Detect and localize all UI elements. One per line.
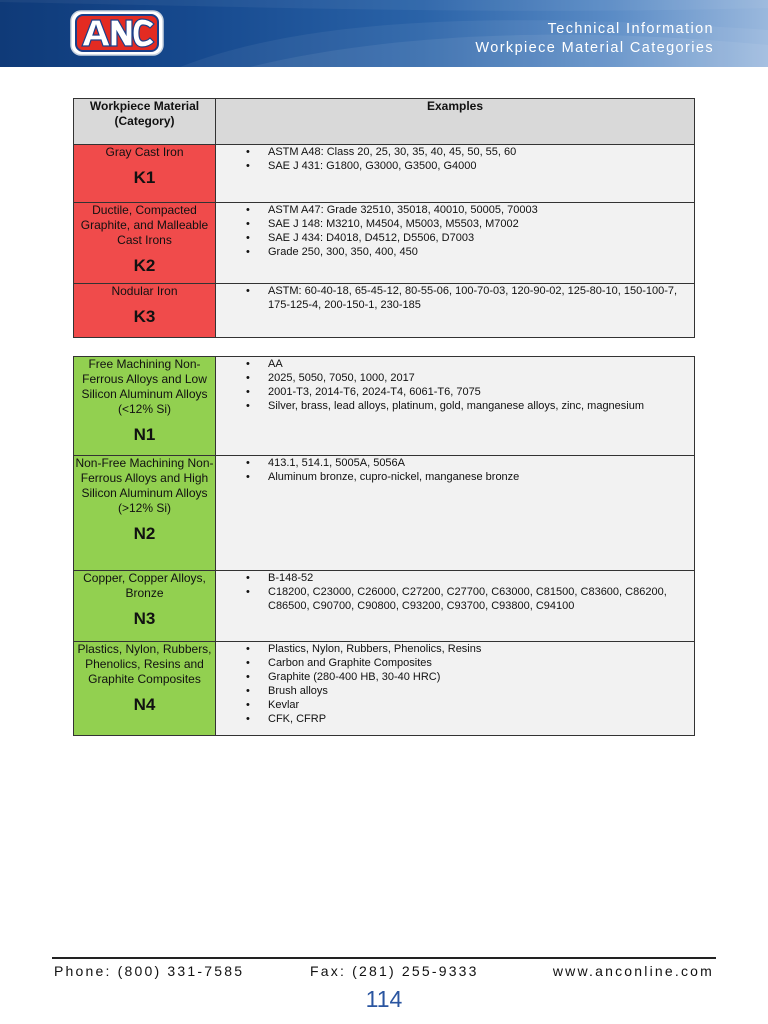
list-item: • ASTM A47: Grade 32510, 35018, 40010, 50005, 70003 [268, 203, 688, 217]
header-material-category: Workpiece Material (Category) [74, 99, 216, 145]
category-code: N1 [133, 425, 156, 444]
header-line-1: Technical Information [547, 21, 714, 37]
footer-website-link[interactable]: www.anconline.com [552, 963, 714, 979]
table-row-n4 [74, 642, 695, 736]
examples-cell [216, 642, 695, 736]
examples-list [216, 456, 694, 484]
list-item: • B-148-52 [268, 571, 688, 585]
list-item: • ASTM A48: Class 20, 25, 30, 35, 40, 45, 50, 55, 60 [268, 145, 688, 159]
list-item: • 2001-T3, 2014-T6, 2024-T4, 6061-T6, 7075 [268, 385, 688, 399]
category-cell [74, 284, 216, 338]
table-row-n1 [74, 357, 695, 456]
examples-list [216, 284, 694, 312]
category-cell [74, 456, 216, 571]
category-code: K2 [133, 256, 156, 275]
header-title-block [475, 20, 714, 58]
list-item: • CFK, CFRP [268, 712, 688, 726]
examples-list [216, 145, 694, 173]
footer-fax: Fax: (281) 255-9333 [310, 963, 479, 979]
list-item: • AA [268, 357, 688, 371]
list-item: • SAE J 431: G1800, G3000, G3500, G4000 [268, 159, 688, 173]
header-banner [0, 0, 768, 67]
n-category-table [73, 356, 695, 736]
category-name: Nodular Iron [111, 284, 178, 298]
category-name: Plastics, Nylon, Rubbers, Phenolics, Resins and Graphite Composites [77, 642, 212, 686]
category-cell [74, 203, 216, 284]
footer-divider [52, 957, 716, 959]
examples-cell [216, 571, 695, 642]
table-row-n3 [74, 571, 695, 642]
list-item: • Carbon and Graphite Composites [268, 656, 688, 670]
list-item: • Aluminum bronze, cupro-nickel, manganese bronze [268, 470, 688, 484]
category-name: Non-Free Machining Non-Ferrous Alloys and High Silicon Aluminum Alloys (>12% Si) [75, 456, 214, 515]
category-cell [74, 642, 216, 736]
list-item: • Silver, brass, lead alloys, platinum, gold, manganese alloys, zinc, magnesium [268, 399, 688, 413]
list-item: • 2025, 5050, 7050, 1000, 2017 [268, 371, 688, 385]
table-row-n2 [74, 456, 695, 571]
list-item: • Kevlar [268, 698, 688, 712]
category-code: N4 [133, 695, 156, 714]
examples-cell [216, 284, 695, 338]
category-name: Gray Cast Iron [105, 145, 184, 159]
list-item: • SAE J 148: M3210, M4504, M5003, M5503, M7002 [268, 217, 688, 231]
category-code: K3 [133, 307, 156, 326]
list-item: • SAE J 434: D4018, D4512, D5506, D7003 [268, 231, 688, 245]
k-category-table [73, 98, 695, 338]
category-code: K1 [133, 168, 156, 187]
header-line-2: Workpiece Material Categories [475, 40, 714, 56]
examples-list [216, 642, 694, 726]
footer-phone: Phone: (800) 331-7585 [54, 963, 245, 979]
examples-cell [216, 203, 695, 284]
page-number: 114 [365, 986, 403, 1012]
category-cell [74, 571, 216, 642]
list-item: • 413.1, 514.1, 5005A, 5056A [268, 456, 688, 470]
list-item: • ASTM: 60-40-18, 65-45-12, 80-55-06, 100-70-03, 120-90-02, 125-80-10, 150-100-7, 175-125-4, 200-150-1, 230-185 [268, 284, 688, 312]
category-name: Copper, Copper Alloys, Bronze [83, 571, 206, 600]
table-header-row [74, 99, 695, 145]
category-cell [74, 145, 216, 203]
examples-list [216, 357, 694, 413]
footer-contact [54, 963, 714, 981]
category-name: Ductile, Compacted Graphite, and Malleable Cast Irons [80, 203, 209, 247]
list-item: • C18200, C23000, C26000, C27200, C27700, C63000, C81500, C83600, C86200, C86500, C90700, C90800, C93200, C93700, C93800, C94100 [268, 585, 688, 613]
list-item: • Brush alloys [268, 684, 688, 698]
category-code: N2 [133, 524, 156, 543]
category-code: N3 [133, 609, 156, 628]
category-cell [74, 357, 216, 456]
list-item: • Graphite (280-400 HB, 30-40 HRC) [268, 670, 688, 684]
examples-cell [216, 456, 695, 571]
list-item: • Plastics, Nylon, Rubbers, Phenolics, Resins [268, 642, 688, 656]
table-row-k2 [74, 203, 695, 284]
examples-cell [216, 357, 695, 456]
table-row-k3 [74, 284, 695, 338]
examples-list [216, 571, 694, 613]
examples-cell [216, 145, 695, 203]
list-item: • Grade 250, 300, 350, 400, 450 [268, 245, 688, 259]
examples-list [216, 203, 694, 259]
category-name: Free Machining Non-Ferrous Alloys and Low Silicon Aluminum Alloys (<12% Si) [81, 357, 208, 416]
table-row-k1 [74, 145, 695, 203]
anc-logo [70, 10, 164, 56]
header-examples: Examples [216, 99, 695, 145]
